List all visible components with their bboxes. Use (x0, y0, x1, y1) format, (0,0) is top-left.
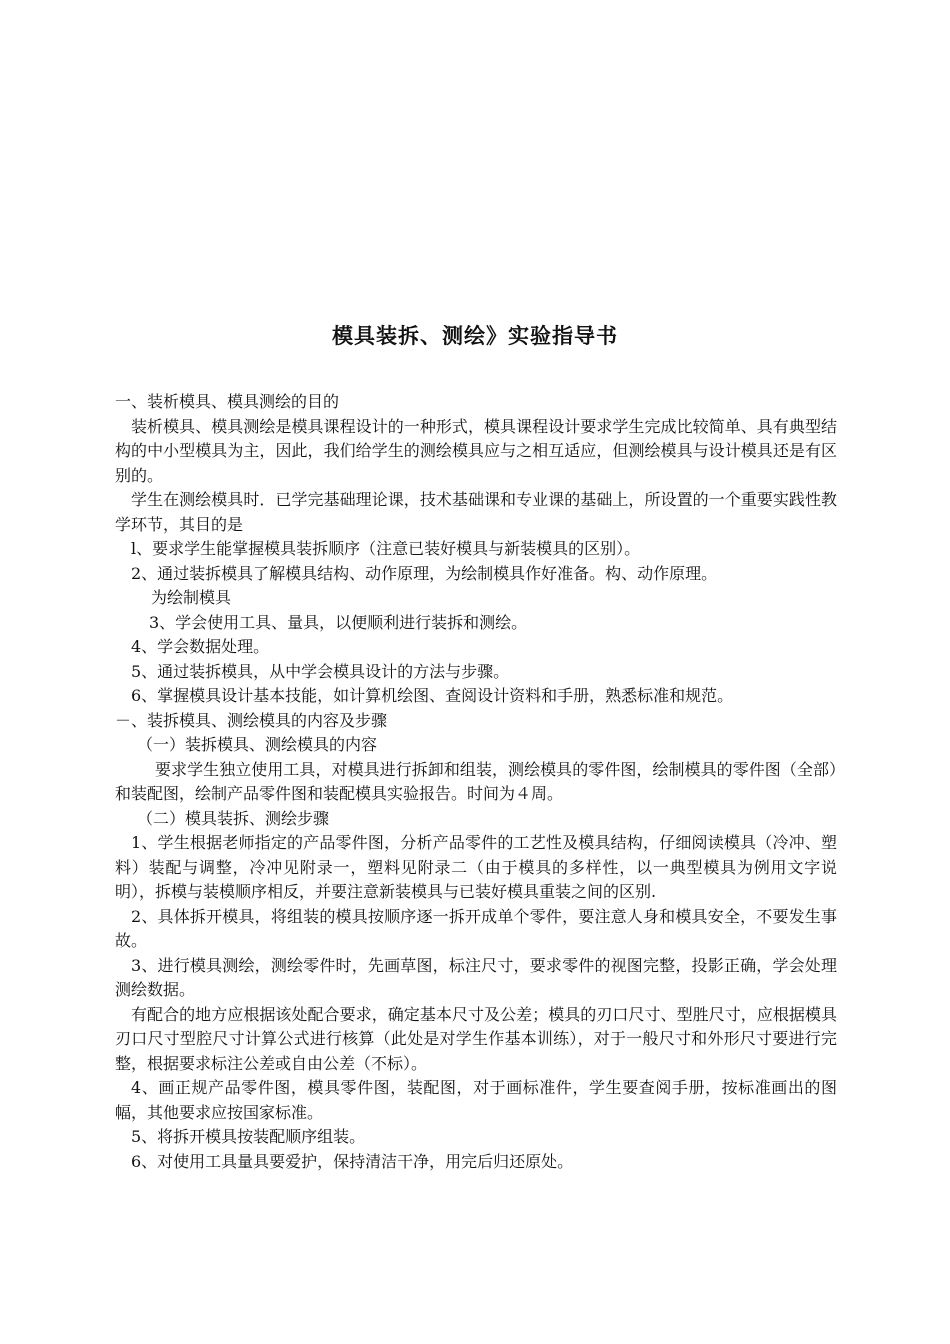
list-item: 6、掌握模具设计基本技能，如计算机绘图、查阅设计资料和手册，熟悉标准和规范。 (131, 686, 734, 705)
step-item: 6、对使用工具量具要爱护，保持清洁干净，用完后归还原处。 (131, 1151, 574, 1171)
document-title: 模具装拆、测绘》实验指导书 (332, 324, 618, 348)
section-heading-2: －、装拆模具、测绘模具的内容及步骤 (115, 710, 388, 730)
step-item: 2、具体拆开模具，将组装的模具按顺序逐一拆开成单个零件，要注意人身和模具安全，不要发生事故。 (115, 906, 837, 950)
list-item: 2、通过装拆模具了解模具结构、动作原理，为绘制模具作好准备。构、动作原理。 (131, 563, 718, 583)
list-item: 3、学会使用工具、量具，以便顺利进行装拆和测绘。 (149, 612, 528, 632)
step-item: 4、画正规产品零件图，模具零件图，装配图，对于画标准件，学生要查阅手册，按标准画出的图幅，其他要求应按国家标准。 (115, 1078, 837, 1122)
paragraph: 装析模具、模具测绘是模具课程设计的一种形式，模具课程设计要求学生完成比较简单、具有典型结构的中小型模具为主，因此，我们给学生的测绘模具应与之相互适应，但测绘模具与设计模具还是有区别的。 (115, 416, 837, 485)
subsection-heading-2: （二）模具装拆、测绘步骤 (137, 808, 330, 828)
paragraph: 有配合的地方应根据该处配合要求，确定基本尺寸及公差；模具的刃口尺寸、型胜尺寸，应根据模具刃口尺寸型腔尺寸计算公式进行核算（此处是对学生作基本训练），对于一般尺寸和外形尺寸要进行完整，根据要求标注公差或自由公差（不标）。 (115, 1004, 837, 1073)
list-item-continuation: 为绘制模具 (151, 588, 232, 607)
list-item: l、要求学生能掌握模具装拆顺序（注意已装好模具与新装模具的区别）。 (131, 539, 641, 558)
step-item: 3、进行模具测绘，测绘零件时，先画草图，标注尺寸，要求零件的视图完整，投影正确，学会处理测绘数据。 (115, 955, 837, 999)
list-item: 4、学会数据处理。 (131, 637, 270, 656)
section-heading-1: 一、装析模具、模具测绘的目的 (115, 392, 340, 411)
document-body (115, 390, 837, 1174)
step-item: 5、将拆开模具按装配顺序组装。 (131, 1127, 366, 1146)
step-item: 1、学生根据老师指定的产品零件图，分析产品零件的工艺性及模具结构，仔细阅读模具（冷冲、塑料）装配与调整，冷冲见附录一，塑料见附录二（由于模具的多样性，以一典型模具为例用文字说明），拆模与装模顺序相反，并要注意新装模具与已装好模具重装之间的区别. (115, 833, 837, 901)
paragraph: 要求学生独立使用工具，对模具进行拆卸和组装，测绘模具的零件图，绘制模具的零件图（全部）和装配图，绘制产品零件图和装配模具实验报告。时间为４周。 (115, 759, 837, 803)
list-item: 5、通过装拆模具，从中学会模具设计的方法与步骤。 (131, 661, 510, 681)
paragraph: 学生在测绘模具时．已学完基础理论课，技术基础课和专业课的基础上，所设置的一个重要实践性教学环节，其目的是 (115, 490, 837, 534)
subsection-heading-1: （一）装拆模具、测绘模具的内容 (137, 735, 378, 754)
